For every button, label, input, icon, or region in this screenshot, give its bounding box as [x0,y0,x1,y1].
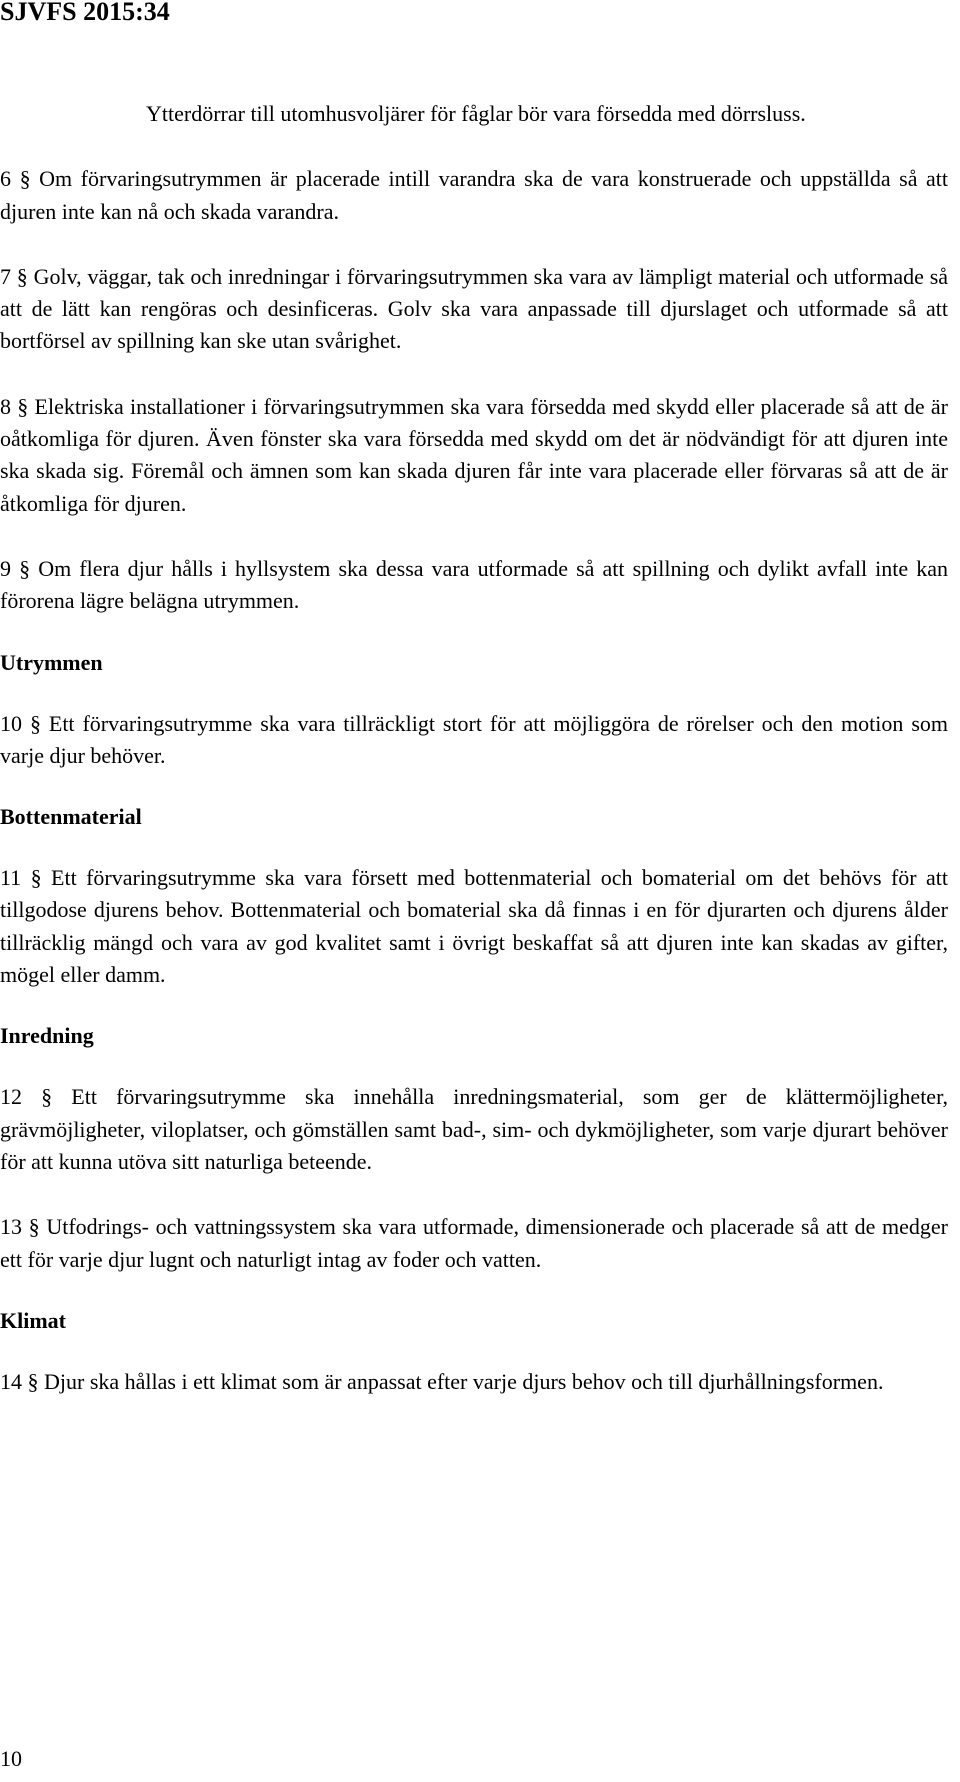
section-sign: § [28,1214,40,1240]
paragraph-text: Golv, väggar, tak och inredningar i förvaringsutrymmen ska vara av lämpligt material och utformade så att de lätt kan rengöras och desinficeras. Golv ska vara anpassade till djurslaget och utformade så att bortförsel av spillning kan ske utan svårighet. [0,263,949,354]
section-sign: § [29,710,41,736]
paragraph-text: Utfodrings- och vattningssystem ska vara utformade, dimensionerade och placerade så att de medger ett för varje djur lugnt och naturligt intag av foder och vatten. [0,1214,949,1272]
document-header: SJVFS 2015:34 [0,0,170,26]
paragraph-text: Ett förvaringsutrymme ska vara tillräckligt stort för att möjliggöra de rörelser och den motion som varje djur behöver. [0,710,949,768]
section-sign: § [17,393,29,419]
paragraph-text: Ett förvaringsutrymme ska innehålla inredningsmaterial, som ger de klättermöjligheter, grävmöjligheter, viloplatser, och gömställen samt bad-, sim- och dykmöjligheter, som varje djurart behöver för att kunna utöva sitt naturliga beteende. [0,1084,949,1174]
paragraph-number: 8 [0,393,11,419]
section-heading-utrymmen: Utrymmen [0,649,103,675]
paragraph-text: Ytterdörrar till utomhusvoljärer för fåglar bör vara försedda med dörrsluss. [146,101,806,126]
paragraph-6 [0,163,948,228]
section-sign: § [19,166,31,192]
paragraph-number: 11 [0,865,22,891]
paragraph-text: Om förvaringsutrymmen är placerade intill varandra ska de vara konstruerade och uppställda så att djuren inte kan nå och skada varandra. [0,166,949,224]
paragraph-11 [0,862,948,991]
paragraph-13 [0,1211,948,1276]
section-sign: § [30,865,42,891]
section-sign: § [27,1368,39,1394]
paragraph-number: 14 [0,1368,22,1394]
section-heading-bottenmaterial: Bottenmaterial [0,804,142,830]
section-heading-inredning: Inredning [0,1023,94,1049]
paragraph-text: Djur ska hållas i ett klimat som är anpassat efter varje djurs behov och till djurhållningsformen. [44,1368,884,1394]
paragraph-14 [0,1366,948,1398]
page-number: 10 [0,1746,22,1771]
paragraph-text: Elektriska installationer i förvaringsutrymmen ska vara försedda med skydd eller placerade så att de är oåtkomliga för djuren. Även fönster ska vara försedda med skydd om det är nödvändigt för att djuren inte ska skada sig. Föremål och ämnen som kan skada djuren får inte vara placerade eller förvaras så att de är åtkomliga för djuren. [0,393,949,516]
paragraph-number: 12 [0,1084,22,1110]
paragraph-continuation [0,98,948,130]
document-body [0,98,948,1398]
paragraph-text: Om flera djur hålls i hyllsystem ska dessa vara utformade så att spillning och dylikt avfall inte kan förorena lägre belägna utrymmen. [0,555,949,614]
paragraph-number: 7 [0,263,11,289]
paragraph-7 [0,261,948,358]
paragraph-8 [0,391,948,520]
paragraph-number: 6 [0,166,11,192]
paragraph-10 [0,708,948,773]
paragraph-number: 13 [0,1214,22,1240]
section-sign: § [16,263,28,289]
section-sign: § [19,555,31,581]
section-sign: § [41,1084,53,1110]
paragraph-text: Ett förvaringsutrymme ska vara försett med bottenmaterial och bomaterial om det behövs för att tillgodose djurens behov. Bottenmaterial och bomaterial ska då finnas i en för djurarten och djurens ålder tillräcklig mängd och vara av god kvalitet samt i övrigt beskaffat så att djuren inte kan skadas av gifter, mögel eller damm. [0,865,949,988]
paragraph-number: 10 [0,710,22,736]
paragraph-9 [0,553,948,618]
paragraph-12 [0,1081,948,1178]
paragraph-number: 9 [0,555,11,581]
section-heading-klimat: Klimat [0,1307,66,1333]
